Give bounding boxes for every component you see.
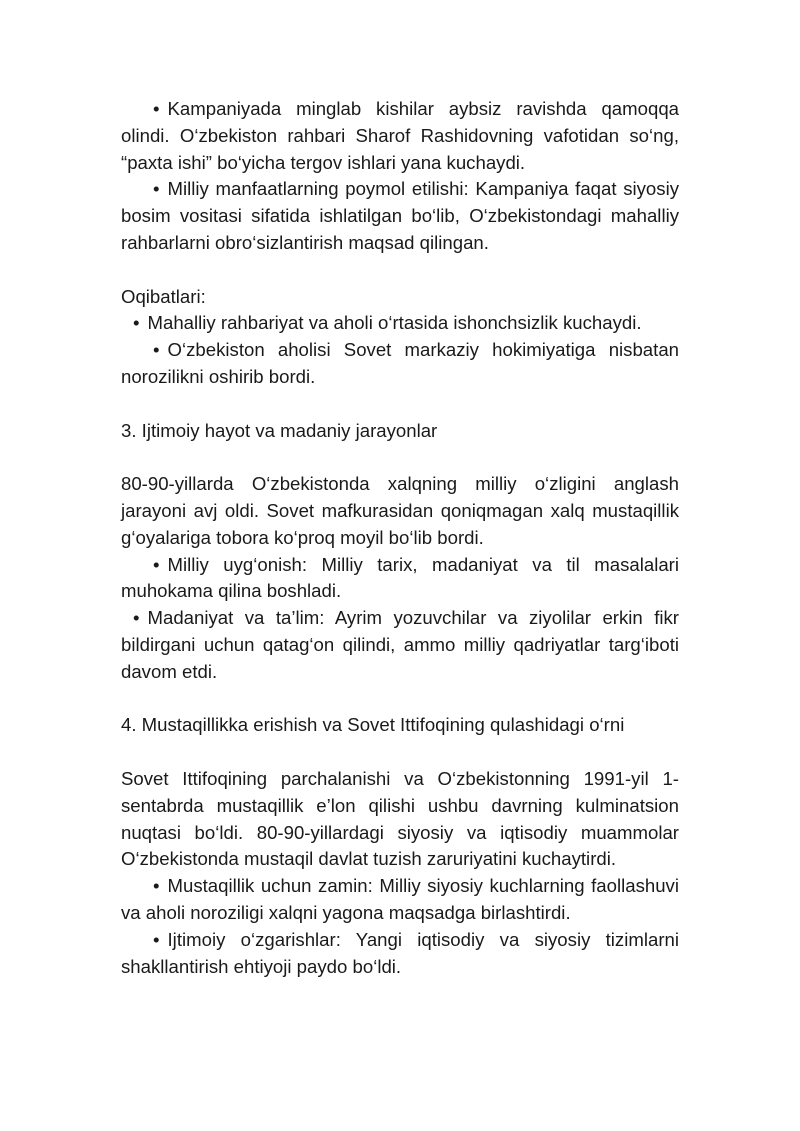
bullet-dot: • <box>153 875 160 897</box>
blank-line <box>121 257 679 284</box>
bullet-dot: • <box>153 928 160 950</box>
bullet-text: Mustaqillik uchun zamin: Milliy siyosiy kuchlarning faollashuvi va aholi noroziligi xalqni yagona maqsadga birlashtirdi. <box>121 875 679 923</box>
bullet-dot: • <box>133 607 140 629</box>
blank-line <box>121 391 679 418</box>
bullet-text: Kampaniyada minglab kishilar aybsiz ravishda qamoqqa olindi. O‘zbekiston rahbari Sharof Rashidovning vafotidan so‘ng, “paxta ishi” bo‘yicha tergov ishlari yana kuchaydi. <box>121 98 679 173</box>
bullet-text: Mahalliy rahbariyat va aholi o‘rtasida ishonchsizlik kuchaydi. <box>147 312 642 334</box>
bullet-paragraph <box>121 605 679 685</box>
bullet-paragraph <box>121 310 679 337</box>
blank-line <box>121 444 679 471</box>
bullet-dot: • <box>153 98 160 119</box>
bullet-dot: • <box>133 312 140 334</box>
bullet-paragraph <box>121 337 679 391</box>
bullet-paragraph <box>121 96 679 176</box>
body-paragraph: Sovet Ittifoqining parchalanishi va O‘zbekistonning 1991-yil 1-sentabrda mustaqillik e’lon qilishi ushbu davrning kulminatsion nuqtasi bo‘ldi. 80-90-yillardagi siyosiy va iqtisodiy muammolar O‘zbekistonda mustaqil davlat tuzish zaruriyatini kuchaytirdi. <box>121 767 679 870</box>
bullet-text: Milliy uyg‘onish: Milliy tarix, madaniyat va til masalalari muhokama qilina boshladi. <box>121 553 679 602</box>
bullet-paragraph <box>121 552 679 606</box>
section-heading: 4. Mustaqillikka erishish va Sovet Ittifoqining qulashidagi o‘rni <box>121 714 625 736</box>
document-page <box>121 96 679 980</box>
bullet-text: Milliy manfaatlarning poymol etilishi: Kampaniya faqat siyosiy bosim vositasi sifatida ishlatilgan bo‘lib, O‘zbekistondagi mahalliy rahbarlarni obro‘sizlantirish maqsad qilingan. <box>121 178 679 253</box>
bullet-text: Ijtimoiy o‘zgarishlar: Yangi iqtisodiy va siyosiy tizimlarni shakllantirish ehtiyoji paydo bo‘ldi. <box>121 928 679 977</box>
bullet-paragraph <box>121 176 679 256</box>
bullet-dot: • <box>153 553 160 575</box>
bullet-text: O‘zbekiston aholisi Sovet markaziy hokimiyatiga nisbatan norozilikni oshirib bordi. <box>121 339 679 387</box>
bullet-paragraph <box>121 873 679 927</box>
bullet-dot: • <box>153 339 160 361</box>
bullet-paragraph <box>121 927 679 981</box>
body-paragraph: 80-90-yillarda O‘zbekistonda xalqning milliy o‘zligini anglash jarayoni avj oldi. Sovet mafkurasidan qoniqmagan xalq mustaqillik g‘oyalariga tobora ko‘proq moyil bo‘lib bordi. <box>121 473 679 548</box>
blank-line <box>121 686 679 713</box>
section-heading: 3. Ijtimoiy hayot va madaniy jarayonlar <box>121 419 438 441</box>
bullet-dot: • <box>153 178 160 200</box>
section-label: Oqibatlari: <box>121 285 206 307</box>
bullet-text: Madaniyat va ta’lim: Ayrim yozuvchilar va ziyolilar erkin fikr bildirgani uchun qatag‘on qilindi, ammo milliy qadriyatlar targ‘iboti davom etdi. <box>121 607 679 682</box>
blank-line <box>121 739 679 766</box>
